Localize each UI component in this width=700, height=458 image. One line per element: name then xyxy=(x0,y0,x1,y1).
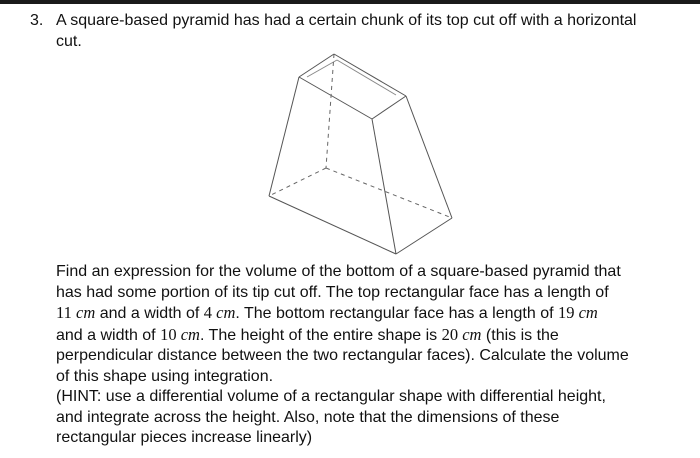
top-face-back-edge xyxy=(299,54,334,77)
bottom-edge-front-right xyxy=(396,218,452,254)
hint-line-1: (HINT: use a differential volume of a rectangular shape with differential height, xyxy=(56,388,606,405)
question-intro: A square-based pyramid has had a certain chunk of its top cut off with a horizontal cut. xyxy=(56,12,637,50)
lateral-edge-front xyxy=(372,119,396,254)
question-number: 3. xyxy=(30,12,44,29)
problem-text xyxy=(56,262,686,449)
bottom-length-value: 19 cm xyxy=(557,303,598,322)
problem-line-3: 11 cm and a width of 4 cm. The bottom rectangular face has a length of 19 cm xyxy=(56,303,598,322)
top-face-right-edge xyxy=(334,54,406,96)
lateral-edge-right xyxy=(406,96,452,218)
top-length-value: 11 cm xyxy=(56,303,96,322)
problem-line-2: has had some portion of its tip cut off. The top rectangular face has a length of xyxy=(56,283,609,301)
hidden-bottom-edge-right xyxy=(326,168,452,218)
top-face-left-edge xyxy=(299,77,372,119)
height-value: 20 cm xyxy=(441,324,482,344)
problem-line-5: perpendicular distance between the two rectangular faces). Calculate the volume xyxy=(56,347,629,364)
top-face-front-edge xyxy=(372,96,406,119)
lateral-edge-left xyxy=(269,77,299,196)
problem-line-1: Find an expression for the volume of the bottom of a square-based pyramid that xyxy=(56,263,621,280)
top-width-value: 4 cm xyxy=(203,303,236,322)
hidden-lateral-edge xyxy=(326,54,334,168)
bottom-edge-front-left xyxy=(269,196,396,254)
problem-line-4: and a width of 10 cm. The height of the entire shape is 20 cm (this is the xyxy=(56,324,559,344)
problem-line-6: of this shape using integration. xyxy=(56,367,274,385)
hint-line-3: rectangular pieces increase linearly) xyxy=(56,429,313,446)
hidden-bottom-edge-left xyxy=(269,168,326,196)
hint-line-2: and integrate across the height. Also, note that the dimensions of these xyxy=(56,408,560,426)
top-face-inner-line-2 xyxy=(337,60,396,95)
bottom-width-value: 10 cm xyxy=(160,324,200,344)
